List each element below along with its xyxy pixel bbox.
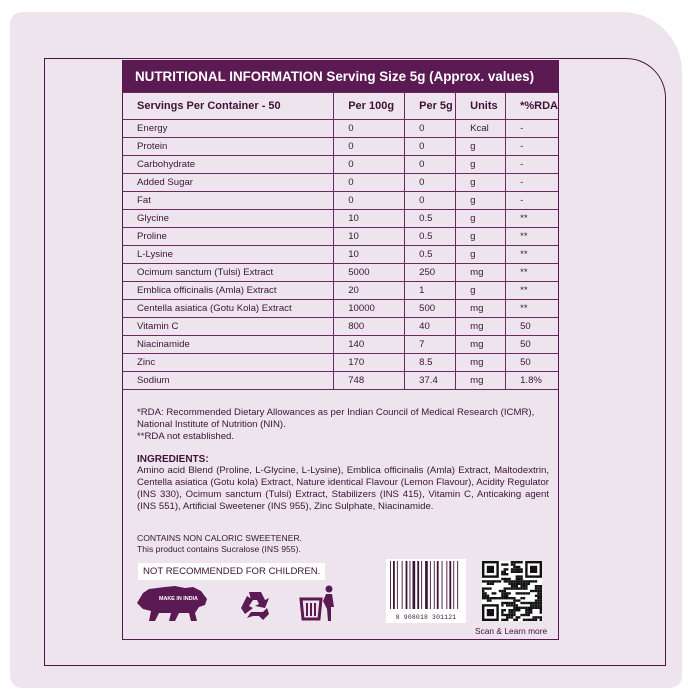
- unit: g: [456, 228, 506, 246]
- unit: g: [456, 138, 506, 156]
- nutrient-name: Fat: [123, 192, 334, 210]
- per-5g-value: 0: [405, 138, 456, 156]
- rda-value: -: [506, 174, 558, 192]
- table-row: [123, 138, 558, 156]
- unit: mg: [456, 264, 506, 282]
- unit: g: [456, 282, 506, 300]
- nutrient-name: Vitamin C: [123, 318, 334, 336]
- rda-definition: *RDA: Recommended Dietary Allowances as per Indian Council of Medical Research (ICMR), National Institute of Nutrition (NIN).: [137, 407, 535, 430]
- per-5g-value: 37.4: [405, 372, 456, 390]
- rda-value: **: [506, 264, 558, 282]
- per-100g-value: 10: [334, 210, 405, 228]
- make-in-india-icon: [137, 586, 207, 621]
- nutrition-panel: [122, 60, 559, 640]
- nutrient-name: Zinc: [123, 354, 334, 372]
- barcode-number: 8 908018 301121: [395, 614, 457, 621]
- per-100g-value: 0: [334, 156, 405, 174]
- unit: g: [456, 246, 506, 264]
- table-row: [123, 300, 558, 318]
- header-per-5g: Per 5g: [405, 93, 456, 120]
- nutrition-table: [123, 92, 558, 390]
- nutrient-name: Carbohydrate: [123, 156, 334, 174]
- table-row: [123, 318, 558, 336]
- sweetener-line-2: This product contains Sucralose (INS 955).: [137, 544, 301, 554]
- per-5g-value: 1: [405, 282, 456, 300]
- nutrient-name: Sodium: [123, 372, 334, 390]
- per-100g-value: 0: [334, 174, 405, 192]
- rda-value: **: [506, 246, 558, 264]
- per-100g-value: 20: [334, 282, 405, 300]
- per-5g-value: 0: [405, 156, 456, 174]
- nutrient-name: Energy: [123, 120, 334, 138]
- table-row: [123, 120, 558, 138]
- table-row: [123, 372, 558, 390]
- ingredients-text: Amino acid Blend (Proline, L-Glycine, L-Lysine), Emblica officinalis (Amla) Extract, Maltodextrin, Centella asiatica (Gotu kola) Extract, Nature identical Flavour (Lemon Flavour), Acidity Regulator (INS 330), Ocimum sanctum (Tulsi) Extract, Stabilizers (INS 415), Vitamin C, Anticaking agent (INS 551), Artificial Sweetener (INS 955), Zinc Sulphate, Niacinamide.: [137, 465, 549, 512]
- rda-value: 1.8%: [506, 372, 558, 390]
- unit: mg: [456, 300, 506, 318]
- unit: mg: [456, 354, 506, 372]
- header-rda: *%RDA: [506, 93, 558, 120]
- per-5g-value: 500: [405, 300, 456, 318]
- rda-value: **: [506, 228, 558, 246]
- per-100g-value: 0: [334, 192, 405, 210]
- unit: g: [456, 174, 506, 192]
- nutrition-title: NUTRITIONAL INFORMATION Serving Size 5g (Approx. values): [123, 61, 558, 92]
- per-5g-value: 0.5: [405, 228, 456, 246]
- rda-value: 50: [506, 318, 558, 336]
- rda-value: -: [506, 138, 558, 156]
- ingredients-heading: INGREDIENTS:: [137, 454, 209, 465]
- nutrient-name: Added Sugar: [123, 174, 334, 192]
- per-100g-value: 5000: [334, 264, 405, 282]
- qr-code[interactable]: [482, 561, 542, 621]
- recycle-icon: [241, 592, 269, 620]
- per-5g-value: 40: [405, 318, 456, 336]
- nutrient-name: Protein: [123, 138, 334, 156]
- rda-value: -: [506, 192, 558, 210]
- table-row: [123, 246, 558, 264]
- barcode: [386, 559, 466, 623]
- rda-value: **: [506, 300, 558, 318]
- unit: Kcal: [456, 120, 506, 138]
- per-100g-value: 0: [334, 120, 405, 138]
- table-row: [123, 228, 558, 246]
- per-100g-value: 10: [334, 246, 405, 264]
- per-100g-value: 748: [334, 372, 405, 390]
- rda-footnote: [137, 407, 549, 443]
- qr-label: Scan & Learn more: [475, 626, 548, 636]
- unit: g: [456, 192, 506, 210]
- table-row: [123, 174, 558, 192]
- per-5g-value: 8.5: [405, 354, 456, 372]
- make-in-india-text: MAKE IN INDIA: [159, 596, 198, 602]
- table-row: [123, 210, 558, 228]
- sweetener-line-1: CONTAINS NON CALORIC SWEETENER.: [137, 533, 303, 543]
- unit: g: [456, 210, 506, 228]
- table-row: [123, 156, 558, 174]
- nutrient-name: Centella asiatica (Gotu Kola) Extract: [123, 300, 334, 318]
- unit: mg: [456, 336, 506, 354]
- per-5g-value: 7: [405, 336, 456, 354]
- barcode-bars: [386, 559, 466, 611]
- per-5g-value: 0.5: [405, 246, 456, 264]
- nutrient-name: Niacinamide: [123, 336, 334, 354]
- table-row: [123, 264, 558, 282]
- per-5g-value: 250: [405, 264, 456, 282]
- table-header-row: [123, 93, 558, 120]
- rda-not-established: **RDA not established.: [137, 431, 235, 442]
- rda-value: **: [506, 282, 558, 300]
- per-100g-value: 10000: [334, 300, 405, 318]
- per-100g-value: 10: [334, 228, 405, 246]
- unit: mg: [456, 318, 506, 336]
- per-100g-value: 0: [334, 138, 405, 156]
- unit: mg: [456, 372, 506, 390]
- per-5g-value: 0: [405, 120, 456, 138]
- header-servings: Servings Per Container - 50: [123, 93, 334, 120]
- table-row: [123, 282, 558, 300]
- per-100g-value: 140: [334, 336, 405, 354]
- rda-value: **: [506, 210, 558, 228]
- table-row: [123, 354, 558, 372]
- per-100g-value: 170: [334, 354, 405, 372]
- per-5g-value: 0: [405, 174, 456, 192]
- nutrient-name: Emblica officinalis (Amla) Extract: [123, 282, 334, 300]
- rda-value: -: [506, 120, 558, 138]
- nutrient-name: Ocimum sanctum (Tulsi) Extract: [123, 264, 334, 282]
- rda-value: -: [506, 156, 558, 174]
- header-per-100g: Per 100g: [334, 93, 405, 120]
- per-100g-value: 800: [334, 318, 405, 336]
- rda-value: 50: [506, 336, 558, 354]
- per-5g-value: 0.5: [405, 210, 456, 228]
- nutrient-name: Glycine: [123, 210, 334, 228]
- rda-value: 50: [506, 354, 558, 372]
- dispose-bin-icon: [301, 586, 334, 622]
- nutrient-name: Proline: [123, 228, 334, 246]
- header-units: Units: [456, 93, 506, 120]
- children-warning: NOT RECOMMENDED FOR CHILDREN.: [138, 563, 325, 580]
- table-row: [123, 192, 558, 210]
- sweetener-notice: [137, 533, 302, 555]
- label-icons: [135, 583, 365, 625]
- unit: g: [456, 156, 506, 174]
- nutrient-name: L-Lysine: [123, 246, 334, 264]
- table-row: [123, 336, 558, 354]
- per-5g-value: 0: [405, 192, 456, 210]
